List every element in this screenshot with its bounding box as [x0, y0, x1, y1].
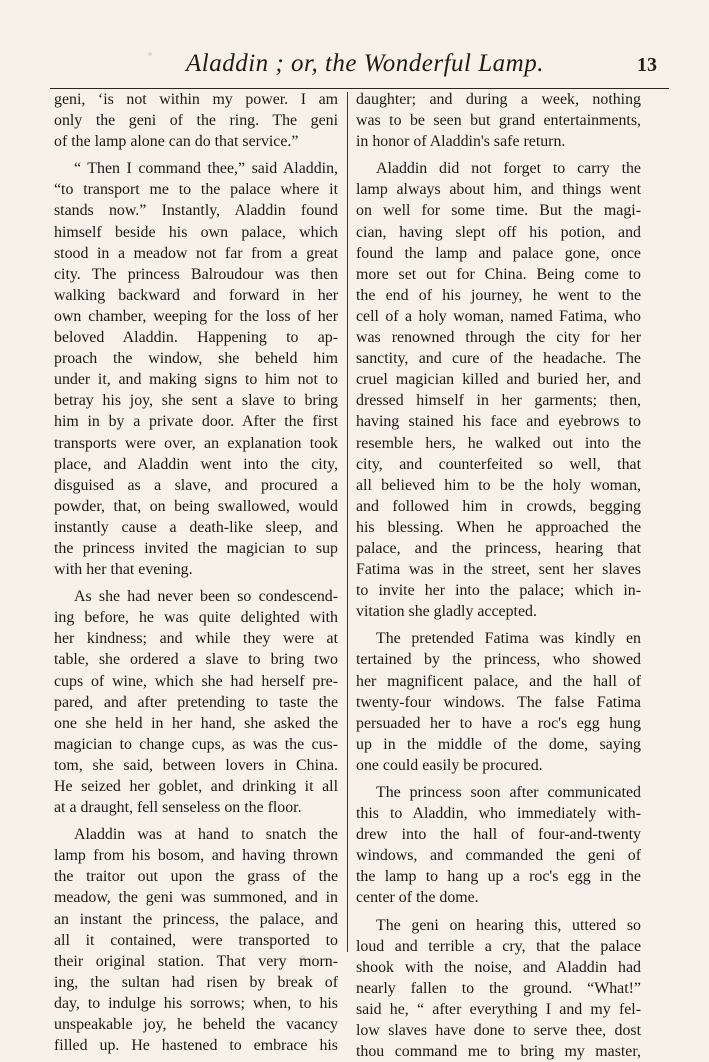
text-line: magician to change cups, as was the cus-: [54, 735, 338, 753]
text-line: cruel magician killed and buried her, and: [356, 371, 641, 389]
text-line: table, she ordered a slave to bring two: [54, 651, 338, 669]
text-line: himself beside his own palace, which: [54, 223, 338, 241]
page-number: 13: [637, 54, 657, 76]
text-line: proach the window, she beheld him: [54, 350, 338, 368]
text-line: the lamp to hang up a roc's egg in the: [356, 868, 641, 886]
text-line: in honor of Aladdin's safe return.: [356, 133, 566, 151]
text-line: tertained by the princess, who showed: [356, 651, 641, 669]
text-line: of the lamp alone can do that service.”: [54, 133, 299, 151]
right-column: [356, 89, 641, 1062]
text-line: The geni on hearing this, uttered so: [376, 916, 641, 934]
text-line: her kindness; and while they were at: [54, 630, 338, 648]
text-line: persuaded her to have a roc's egg hung: [356, 714, 641, 732]
text-line: Aladdin did not forget to carry the: [376, 160, 641, 178]
text-line: ing, the sultan had risen by break of: [54, 973, 338, 991]
text-line: powder, that, on being swallowed, would: [54, 497, 338, 515]
text-line: instantly cause a death-like sleep, and: [54, 518, 338, 536]
text-line: cell of a holy woman, named Fatima, who: [356, 307, 641, 325]
text-line: lamp always about him, and things went: [356, 181, 641, 199]
text-line: city, and counterfeited so well, that: [356, 455, 641, 473]
text-line: under it, and making signs to him not to: [54, 371, 338, 389]
text-line: having stained his face and eyebrows to: [356, 413, 641, 431]
text-line: nearly fallen to the ground. “What!”: [356, 979, 641, 997]
text-line: meadow, the geni was summoned, and in: [54, 889, 338, 907]
text-line: palace, and the princess, hearing that: [356, 539, 641, 557]
print-smudge: [300, 955, 306, 961]
text-line: at a draught, fell senseless on the floor.: [54, 799, 302, 817]
text-line: twenty-four windows. The false Fatima: [356, 693, 641, 711]
page-header: [40, 48, 669, 88]
text-line: with her that evening.: [54, 561, 193, 579]
column-divider: [347, 92, 348, 952]
text-line: an instant the princess, the palace, and: [54, 910, 338, 928]
text-line: drew into the hall of four-and-twenty: [356, 826, 641, 844]
text-line: cups of wine, which she had herself pre-: [54, 672, 338, 690]
text-line: transports were over, an explanation took: [54, 434, 338, 452]
text-line: lamp from his bosom, and having thrown: [54, 847, 338, 865]
text-line: his blessing. When he approached the: [356, 518, 641, 536]
print-smudge: [148, 52, 152, 56]
text-line: the end of his journey, he went to the: [356, 286, 641, 304]
text-line: her magnificent palace, and the hall of: [356, 672, 641, 690]
text-line: “to transport me to the palace where it: [54, 181, 338, 199]
text-line: all believed him to be the holy woman,: [356, 476, 641, 494]
text-line: As she had never been so condescend-: [74, 588, 338, 606]
text-line: thou command me to bring my master,: [356, 1043, 641, 1061]
text-line: disguised as a slave, and procured a: [54, 476, 338, 494]
text-line: sanctity, and cure of the headache. The: [356, 350, 641, 368]
text-line: their original station. That very morn-: [54, 952, 338, 970]
text-line: own chamber, weeping for the loss of her: [54, 307, 338, 325]
text-line: stands now.” Instantly, Aladdin found: [54, 202, 338, 220]
text-line: was renowned through the city for her: [356, 329, 641, 347]
text-line: center of the dome.: [356, 889, 479, 907]
text-line: vitation she gladly accepted.: [356, 603, 537, 621]
text-line: stood in a meadow not far from a great: [54, 244, 338, 262]
text-line: ing before, he was quite delighted with: [54, 609, 338, 627]
text-line: day, to indulge his sorrows; when, to his: [54, 994, 338, 1012]
text-line: daughter; and during a week, nothing: [356, 91, 641, 108]
text-line: him in by a private door. After the first: [54, 413, 338, 431]
text-line: the princess invited the magician to sup: [54, 539, 338, 557]
text-line: walking backward and forward in her: [54, 286, 338, 304]
text-line: the traitor out upon the grass of the: [54, 868, 338, 886]
text-line: more set out for China. Being come to: [356, 265, 641, 283]
text-line: Fatima was in the street, sent her slaves: [356, 561, 641, 579]
text-line: cian, having slept off his potion, and: [356, 223, 641, 241]
text-line: place, and Aladdin went into the city,: [54, 455, 338, 473]
text-line: shook with the noise, and Aladdin had: [356, 958, 641, 976]
text-line: dressed himself in her garments; then,: [356, 392, 641, 410]
text-line: filled up. He hastened to embrace his: [54, 1037, 338, 1055]
text-line: to invite her into the palace; which in-: [356, 582, 641, 600]
text-line: on well for some time. But the magi-: [356, 202, 641, 220]
text-line: The pretended Fatima was kindly en: [376, 630, 641, 648]
text-line: pared, and after pretending to taste the: [54, 693, 338, 711]
text-line: Aladdin was at hand to snatch the: [74, 826, 338, 844]
text-line: was to be seen but grand entertainments,: [356, 112, 641, 130]
text-line: He seized her goblet, and drinking it all: [54, 778, 338, 795]
text-line: tom, she said, between lovers in China.: [54, 756, 338, 774]
text-line: this to Aladdin, who immediately with-: [356, 805, 641, 823]
text-line: resemble hers, he walked out into the: [356, 434, 641, 452]
text-line: loud and terrible a cry, that the palace: [356, 937, 641, 955]
text-line: found the lamp and palace gone, once: [356, 244, 641, 262]
text-line: all it contained, were transported to: [54, 931, 338, 949]
text-line: only the geni of the ring. The geni: [54, 112, 338, 130]
text-line: betray his joy, she sent a slave to bring: [54, 392, 338, 410]
text-line: windows, and commanded the geni of: [356, 847, 641, 865]
text-line: low slaves have done to serve thee, dost: [356, 1022, 641, 1040]
text-line: one she held in her hand, she asked the: [54, 714, 338, 732]
text-line: one could easily be procured.: [356, 756, 543, 774]
text-line: city. The princess Balroudour was then: [54, 265, 338, 283]
text-line: geni, ‘is not within my power. I am: [54, 91, 338, 108]
left-column: [54, 89, 338, 1056]
text-line: said he, “ after everything I and my fel-: [356, 1000, 641, 1018]
text-line: “ Then I command thee,” said Aladdin,: [74, 160, 338, 178]
text-line: up in the middle of the dome, saying: [356, 735, 641, 753]
text-line: unspeakable joy, he beheld the vacancy: [54, 1016, 338, 1034]
text-line: beloved Aladdin. Happening to ap-: [54, 329, 338, 347]
text-line: The princess soon after communicated: [376, 784, 641, 801]
text-line: and followed him in crowds, begging: [356, 497, 641, 515]
running-title: Aladdin ; or, the Wonderful Lamp.: [186, 50, 544, 77]
